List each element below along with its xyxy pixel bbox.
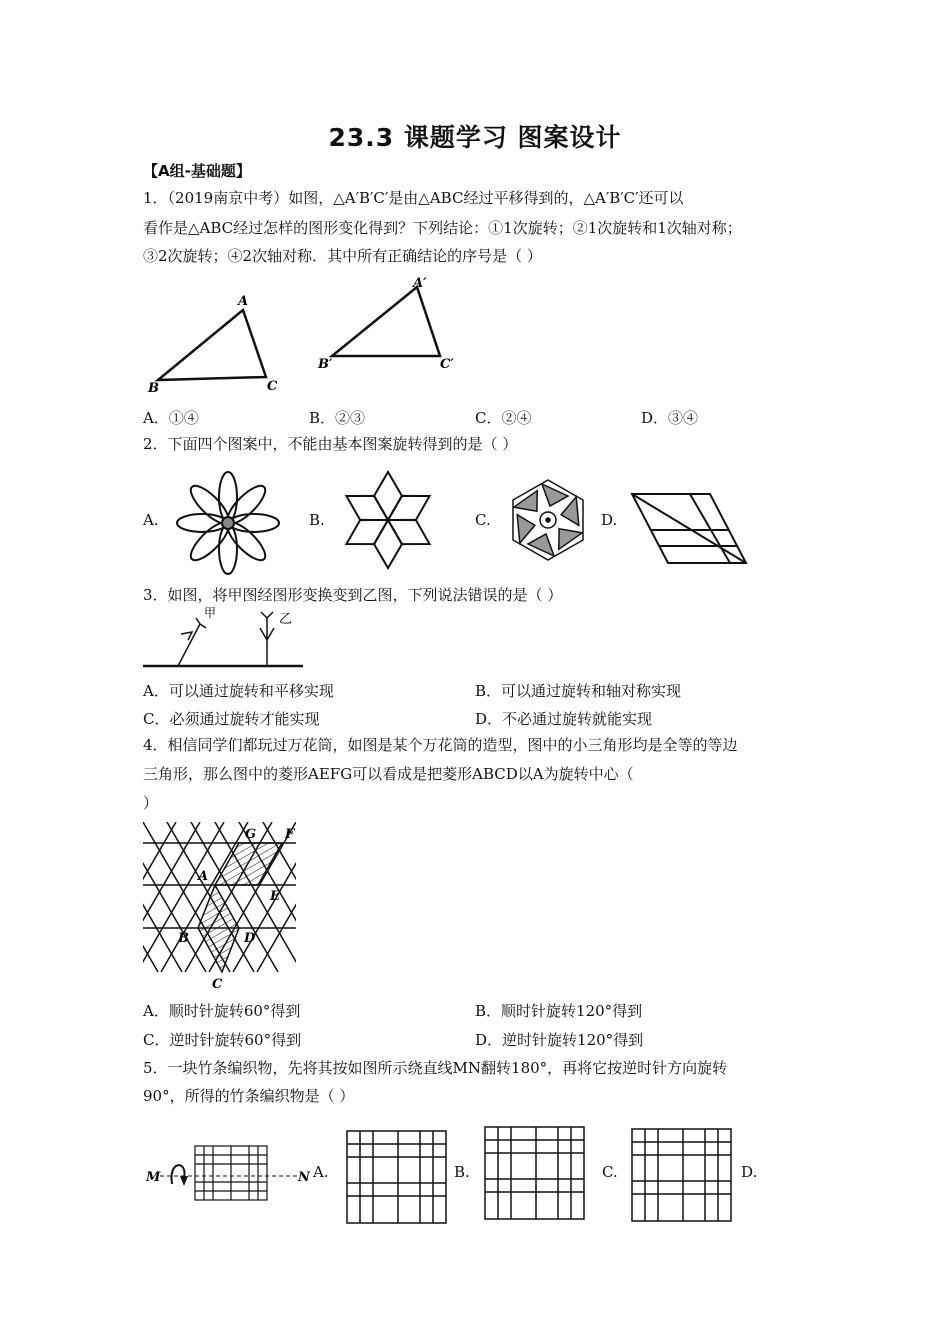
q2-label-c: C. [475, 511, 491, 529]
q1-option-a: A．①④ [143, 409, 199, 427]
q1-option-c: C．②④ [475, 409, 532, 427]
q1-option-b: B．②③ [309, 409, 366, 427]
q4-line-2: 三角形，那么图中的菱形AEFG可以看成是把菱形ABCD以A为旋转中心（ [143, 765, 634, 783]
section-heading: 【A组-基础题】 [143, 162, 251, 180]
q5-line-2: 90°，所得的竹条编织物是（ ） [143, 1087, 355, 1105]
q3-option-b: B．可以通过旋转和轴对称实现 [475, 682, 682, 700]
q4-line-1: 4．相信同学们都玩过万花筒，如图是某个万花筒的造型，图中的小三角形均是全等的等边 [143, 736, 738, 754]
q1-line-1: 1．（2019南京中考）如图，△A′B′C′是由△ABC经过平移得到的，△A′B′C′还可以 [143, 189, 684, 207]
q3-option-a: A．可以通过旋转和平移实现 [143, 682, 334, 700]
label-a: A [238, 294, 249, 309]
label-a-prime: A′ [413, 276, 427, 291]
label-g: G [245, 827, 257, 842]
label-jia: 甲 [204, 606, 217, 620]
label-c: C [212, 977, 223, 992]
original-weave [195, 1146, 267, 1200]
q1-line-3: ③2次旋转；④2次轴对称．其中所有正确结论的序号是（ ） [143, 247, 542, 265]
q4-line-3: ） [143, 794, 159, 812]
label-b: B [148, 381, 159, 396]
weave-option-a [347, 1131, 446, 1223]
page-title: 23.3 课题学习 图案设计 [328, 123, 622, 152]
label-b-prime: B′ [318, 357, 333, 372]
q5-label-c: C. [602, 1163, 618, 1181]
q5-label-d: D. [741, 1163, 758, 1181]
label-d: D [244, 931, 256, 946]
label-a: A [198, 869, 209, 884]
label-b: B [178, 931, 189, 946]
q5-line-1: 5．一块竹条编织物，先将其按如图所示绕直线MN翻转180°，再将它按逆时针方向旋转 [143, 1059, 728, 1077]
weave-option-c [632, 1129, 731, 1221]
label-yi: 乙 [279, 612, 293, 627]
q2-label-b: B. [309, 511, 325, 529]
q4-option-d: D．逆时针旋转120°得到 [475, 1031, 644, 1049]
q3-option-c: C．必须通过旋转才能实现 [143, 710, 320, 728]
label-n: N [298, 1170, 310, 1185]
q1-option-d: D．③④ [641, 409, 699, 427]
q5-label-a: A. [313, 1163, 329, 1181]
label-c: C [267, 379, 278, 394]
label-m: M [146, 1170, 161, 1185]
q4-option-b: B．顺时针旋转120°得到 [475, 1002, 643, 1020]
weave-option-b [485, 1127, 584, 1219]
q5-label-b: B. [454, 1163, 470, 1181]
q3-text: 3．如图，将甲图经图形变换变到乙图，下列说法错误的是（ ） [143, 586, 563, 604]
label-e: E [270, 889, 280, 904]
q2-label-d: D. [601, 511, 618, 529]
q2-label-a: A. [143, 511, 159, 529]
label-c-prime: C′ [440, 357, 454, 372]
flip-arrowhead-icon [180, 1176, 188, 1186]
q2-text: 2．下面四个图案中，不能由基本图案旋转得到的是（ ） [143, 435, 518, 453]
q4-option-a: A．顺时针旋转60°得到 [143, 1002, 301, 1020]
q1-line-2: 看作是△ABC经过怎样的图形变化得到？下列结论：①1次旋转；②1次旋转和1次轴对称； [143, 219, 742, 237]
q3-option-d: D．不必通过旋转就能实现 [475, 710, 653, 728]
label-f: F [285, 827, 295, 842]
q4-option-c: C．逆时针旋转60°得到 [143, 1031, 302, 1049]
